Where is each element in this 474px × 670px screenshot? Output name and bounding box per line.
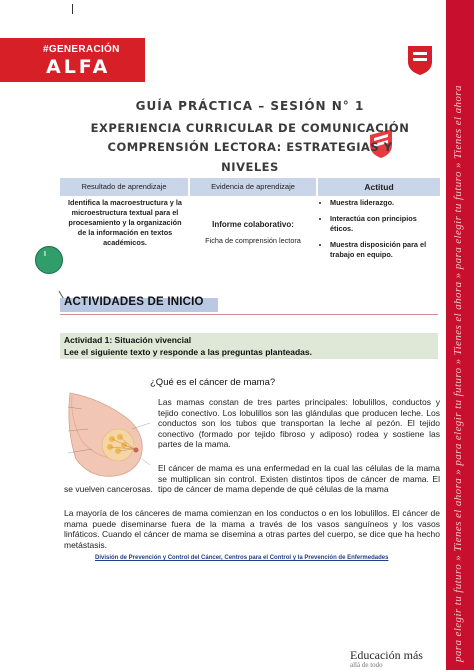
article-paragraph-2: El cáncer de mama es una enfermedad en la cual las células de la mama se multiplican sin control. Existen distintos tipos de cáncer de mama. El tipo de cáncer de mama depende de qué células de la mama [158, 463, 440, 495]
table-header-result: Resultado de aprendizaje [60, 178, 188, 196]
course-title-line2: COMPRENSIÓN LECTORA: ESTRATEGIAS Y [107, 140, 393, 154]
learning-outcomes-table [60, 178, 440, 273]
annotation-marker[interactable] [35, 246, 63, 274]
article-source-link[interactable]: División de Prevención y Control del Cáncer, Centros para el Control y la Prevención de Enfermedades [95, 555, 389, 561]
guide-title: GUÍA PRÁCTICA – SESIÓN N° 1 [135, 99, 365, 113]
table-header-evidence: Evidencia de aprendizaje [190, 178, 316, 196]
footer-brand-sub: allá de todo [350, 661, 383, 669]
annotation-marker-label: I [44, 251, 46, 258]
slogan-side-strip [446, 0, 474, 670]
activity1-instruction: Lee el siguiente texto y responde a las preguntas planteadas. [64, 347, 312, 357]
banner-badge-main: ALFA [46, 56, 111, 78]
attitude-item: • Muestra liderazgo. [330, 198, 440, 208]
course-title-line3: NIVELES [221, 160, 279, 174]
activities-heading-rule [60, 314, 438, 315]
evidence-subtitle: Ficha de comprensión lectora [205, 236, 301, 245]
article-paragraph-2-end: se vuelven cancerosas. [64, 484, 153, 494]
slogan-text: para elegir tu futuro » Tienes el ahora » para elegir tu futuro » Tienes el ahora » para elegir tu futuro » Tienes el ahora [452, 85, 464, 662]
activities-heading [60, 294, 438, 316]
table-cell-evidence [190, 220, 316, 246]
course-title-line1: EXPERIENCIA CURRICULAR DE COMUNICACIÓN [90, 121, 410, 135]
table-cell-attitudes [318, 198, 440, 266]
activity1-title: Actividad 1: Situación vivencial [64, 335, 192, 345]
breast-anatomy-illustration [62, 389, 154, 481]
evidence-title: Informe colaborativo: [212, 220, 294, 229]
activity1-box [60, 333, 438, 359]
attitude-item: • Muestra disposición para el trabajo en equipo. [330, 240, 440, 260]
university-shield-icon [406, 44, 434, 76]
attitude-item: • Interactúa con principios éticos. [330, 214, 440, 234]
article-paragraph-1: Las mamas constan de tres partes principales: lobulillos, conductos y tejido conectivo. Los lobulillos son las glándulas que producen leche. Los conductos son los tubos que transportan la leche al pezón. El tejido conectivo (formado por tejido fibroso y adiposo) rodea y sostiene las partes de la mama. [158, 397, 440, 450]
article-paragraph-3: La mayoría de los cánceres de mama comienzan en los conductos o en los lobulillos. El cáncer de mama puede diseminarse fuera de la mama a través de los vasos sanguíneos y los vasos linfáticos. Cuando el cáncer de mama se disemina a otras partes del cuerpo, se dice que ha hecho metástasis. [64, 508, 440, 550]
banner-badge-top: #GENERACIÓN [43, 44, 120, 55]
footer-brand: Educación más [350, 648, 423, 662]
text-cursor-mark [72, 4, 73, 14]
table-header-attitude: Actitud [318, 178, 440, 196]
activities-heading-text: ACTIVIDADES DE INICIO [64, 296, 204, 308]
table-cell-result: Identifica la macroestructura y la microestructura textual para el procesamiento y la organización de la información en textos académicos. [68, 198, 182, 247]
article-question: ¿Qué es el cáncer de mama? [150, 377, 276, 388]
